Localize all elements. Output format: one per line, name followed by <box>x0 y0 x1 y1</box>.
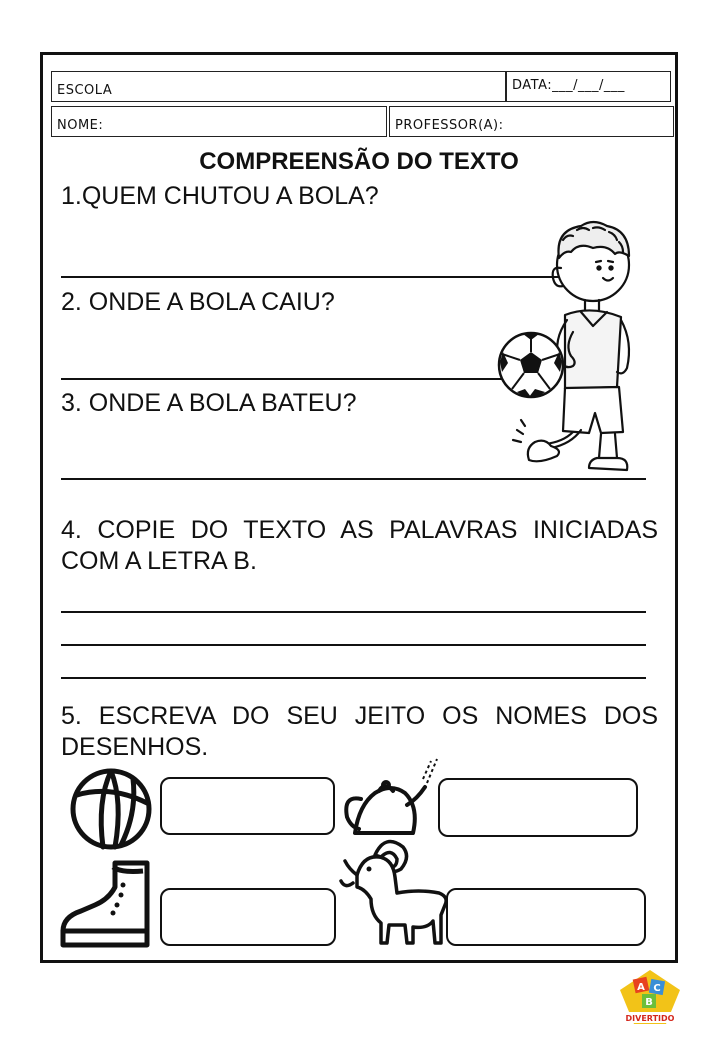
answer-line-4c[interactable] <box>61 677 646 679</box>
answer-box-goat[interactable] <box>446 888 646 946</box>
teacher-label: PROFESSOR(A): <box>395 118 504 133</box>
answer-box-boot[interactable] <box>160 888 336 946</box>
school-field[interactable] <box>51 71 506 102</box>
answer-line-4b[interactable] <box>61 644 646 646</box>
name-label: NOME: <box>57 118 104 133</box>
question-5: 5. ESCREVA DO SEU JEITO OS NOMES DOS DESENHOS. <box>61 702 658 761</box>
school-label: ESCOLA <box>57 83 113 98</box>
answer-line-3[interactable] <box>61 478 646 480</box>
logo-block-a <box>633 977 650 994</box>
abc-divertido-logo <box>618 968 682 1028</box>
answer-line-1[interactable] <box>61 276 566 278</box>
logo-letter-b: B <box>645 997 653 1008</box>
logo-text: DIVERTIDO <box>625 1014 675 1023</box>
answer-line-2[interactable] <box>61 378 511 380</box>
name-field[interactable] <box>51 106 387 137</box>
date-field[interactable] <box>506 71 671 102</box>
boy-kicking-ball-illustration <box>493 220 648 470</box>
logo-block-c <box>649 979 665 995</box>
teacher-field[interactable] <box>389 106 674 137</box>
question-3: 3. ONDE A BOLA BATEU? <box>61 389 357 417</box>
date-label: DATA:___/___/___ <box>512 77 625 93</box>
question-2: 2. ONDE A BOLA CAIU? <box>61 288 335 316</box>
soccer-ball-icon <box>499 333 563 397</box>
page-title: COMPREENSÃO DO TEXTO <box>199 148 519 175</box>
goat-icon <box>335 835 445 950</box>
worksheet-frame <box>40 52 678 963</box>
logo-letter-c: C <box>653 983 661 994</box>
ball-icon <box>67 765 155 853</box>
answer-box-teapot[interactable] <box>438 778 638 837</box>
logo-letter-a: A <box>637 982 645 993</box>
question-4: 4. COPIE DO TEXTO AS PALAVRAS INICIADAS COM A LETRA B. <box>61 516 658 575</box>
answer-line-4a[interactable] <box>61 611 646 613</box>
answer-box-ball[interactable] <box>160 777 335 835</box>
boot-icon <box>59 855 155 955</box>
logo-block-b <box>642 994 656 1008</box>
teapot-icon <box>341 745 441 845</box>
question-1: 1.QUEM CHUTOU A BOLA? <box>61 182 379 210</box>
